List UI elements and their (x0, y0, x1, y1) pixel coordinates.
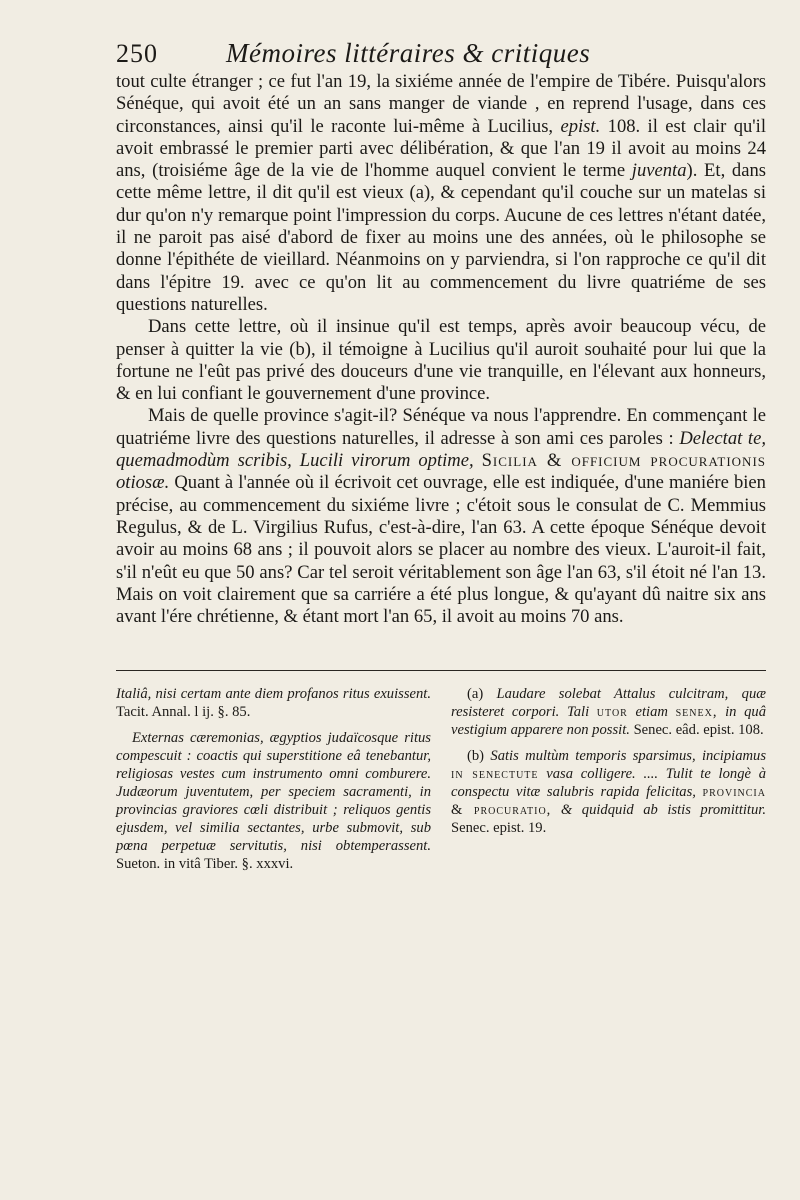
footnote-tacitus: Italiâ, nisi certam ante diem profanos ritus exuissent. Tacit. Annal. l ij. §. 85. (116, 686, 431, 721)
page-header (116, 38, 766, 69)
footnotes (116, 685, 766, 873)
paragraph-1: tout culte étranger ; ce fut l'an 19, la sixiéme année de l'empire de Tibére. Puisqu'alors Sénéque, qui avoit été un an sans manger de viande , en reprend l'usage, dans ces circonstances, ainsi qu'il le raconte lui-même à Lucilius, epist. 108. il est clair qu'il avoit embrassé le premier parti avec délibération, & que l'an 19 il avoit au moins 24 ans, (troisiéme âge de la vie de l'homme auquel convient le terme juventa). Et, dans cette même lettre, il dit qu'il est vieux (a), & cependant qu'il couche sur un matelas si dur qu'on n'y remarque point l'impression du corps. Aucune de ces lettres n'étant datée, il ne paroit pas aisé d'abord de fixer au moins une des années, où le philosophe se donne l'épithéte de vieillard. Néanmoins on y parviendra, si l'on rapproche ce qu'il dit dans l'épitre 19. avec ce qu'on lit au commencement du livre quatriéme de ses questions naturelles. (116, 71, 766, 315)
footnote-column-right (451, 685, 766, 873)
running-title: Mémoires littéraires & critiques (226, 38, 591, 68)
page-number: 250 (116, 39, 158, 68)
footnote-rule (116, 670, 766, 671)
footnote-b: (b) Satis multùm temporis sparsimus, incipiamus in senectute vasa colligere. .... Tulit te longè à conspectu vitæ salubris rapida felicitas, provincia & procuratio, & quidquid ab istis promittitur. Senec. epist. 19. (451, 748, 767, 837)
main-text (116, 71, 766, 628)
paragraph-3: Mais de quelle province s'agit-il? Sénéque va nous l'apprendre. En commençant le quatriéme livre des questions naturelles, il adresse à son ami ces paroles : Delectat te, quemadmodùm scribis, Lucili virorum optime, Sicilia & officium procurationis otiosæ. Quant à l'année où il écrivoit cet ouvrage, elle est indiquée, d'une maniére bien précise, au commencement du sixiéme livre ; c'étoit sous le consulat de C. Memmius Regulus, & de L. Virgilius Rufus, c'est-à-dire, l'an 63. A cette époque Sénéque devoit avoir au moins 68 ans ; il pouvoit alors se placer au nombre des vieux. L'auroit-il fait, s'il n'eût eu que 50 ans? Car tel seroit véritablement son âge l'an 63, s'il étoit né l'an 13. Mais on voit clairement que sa carriére a été plus longue, & qu'ayant dû naitre six ans avant l'ére chrétienne, & étant mort l'an 65, il avoit au moins 70 ans. (116, 405, 767, 628)
footnote-a: (a) Laudare solebat Attalus culcitram, quæ resisteret corpori. Tali utor etiam senex, in quâ vestigium apparere non possit. Senec. eâd. epist. 108. (451, 686, 767, 739)
footnote-suetonius: Externas cæremonias, ægyptios judaïcosque ritus compescuit : coactis qui superstitione eâ tenebantur, religiosas vestes cum instrumento omni comburere. Judæorum juventutem, per speciem sacramenti, in provincias graviores cœli distribuit ; reliquos gentis ejusdem, vel similia sectantes, urbe submovit, sub pœna perpetuæ servitutis, nisi obtemperassent. Sueton. in vitâ Tiber. §. xxxvi. (116, 730, 431, 873)
footnote-column-left (116, 685, 431, 873)
paragraph-2: Dans cette lettre, où il insinue qu'il est temps, après avoir beaucoup vécu, de penser à quitter la vie (b), il témoigne à Lucilius qu'il auroit souhaité pour lui que la fortune ne l'eût pas privé des douceurs d'une vie tranquille, en l'élevant aux honneurs, & en lui confiant le gouvernement d'une province. (116, 316, 766, 405)
